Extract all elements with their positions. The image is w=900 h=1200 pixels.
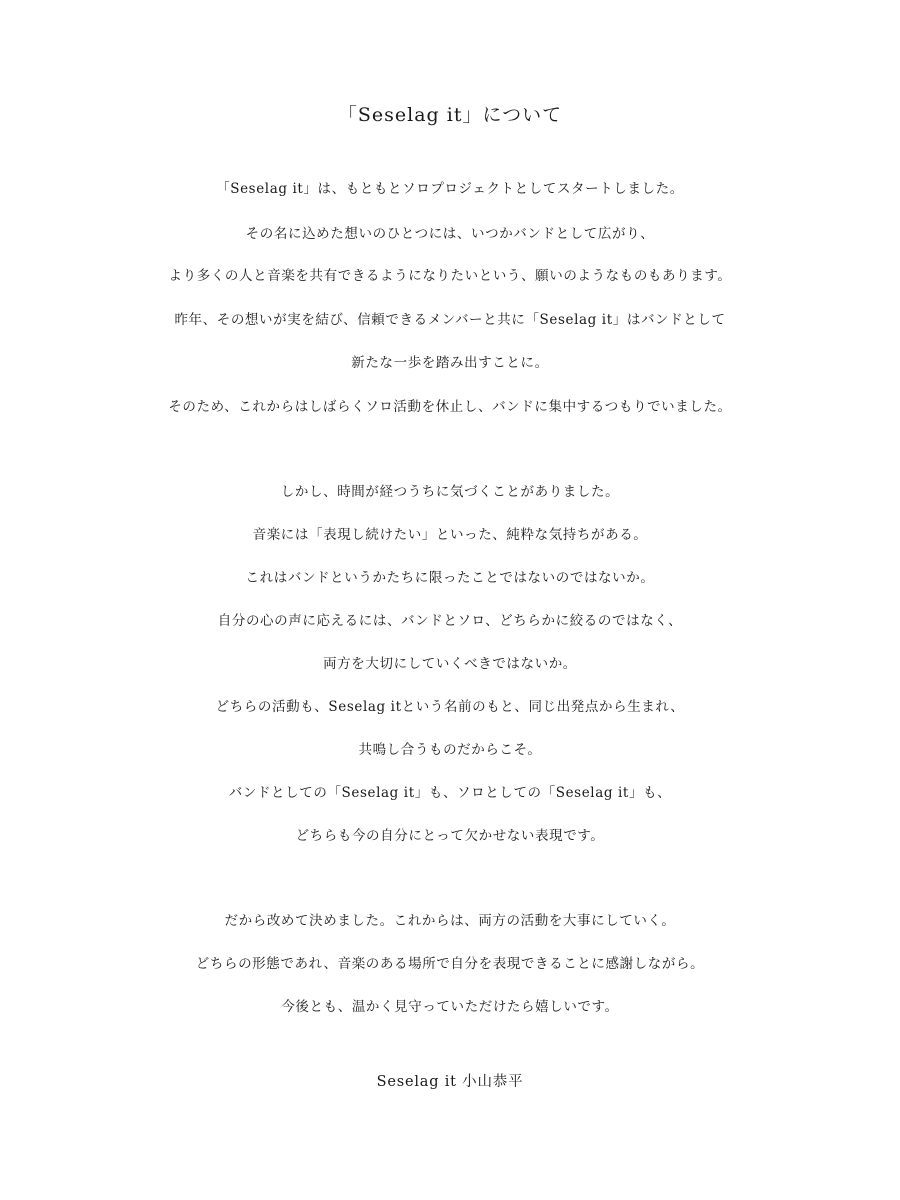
page-title: 「Seselag it」について (337, 104, 563, 126)
signature: Seselag it 小山恭平 (376, 1074, 524, 1090)
paragraph-3-line-2: どちらの形態であれ、音楽のある場所で自分を表現できることに感謝しながら。 (195, 956, 705, 972)
paragraph-1-line-1: 「Seselag it」は、もともとソロプロジェクトとしてスタートしました。 (216, 181, 684, 197)
paragraph-2-line-1: しかし、時間が経つうちに気づくことがありました。 (280, 484, 620, 500)
paragraph-2-line-8: バンドとしての「Seselag it」も、ソロとしての「Seselag it」も、 (228, 785, 672, 801)
paragraph-1-line-2: その名に込めた想いのひとつには、いつかバンドとして広がり、 (245, 226, 655, 242)
paragraph-2-line-5: 両方を大切にしていくべきではないか。 (323, 656, 577, 672)
paragraph-1-line-6: そのため、これからはしばらくソロ活動を休止し、バンドに集中するつもりでいました。 (168, 399, 732, 415)
paragraph-2-line-3: これはバンドというかたちに限ったことではないのではないか。 (245, 570, 655, 586)
paragraph-1-line-3: より多くの人と音楽を共有できるようになりたいという、願いのようなものもあります。 (168, 268, 732, 284)
paragraph-1-line-5: 新たな一歩を踏み出すことに。 (351, 355, 549, 371)
paragraph-2-line-7: 共鳴し合うものだからこそ。 (358, 742, 542, 758)
paragraph-2-line-2: 音楽には「表現し続けたい」といった、純粋な気持ちがある。 (252, 527, 648, 543)
paragraph-2-line-9: どちらも今の自分にとって欠かせない表現です。 (295, 828, 605, 844)
paragraph-2-line-4: 自分の心の声に応えるには、バンドとソロ、どちらかに絞るのではなく、 (217, 613, 683, 629)
paragraph-1-line-4: 昨年、その想いが実を結び、信頼できるメンバーと共に「Seselag it」はバンドとして (174, 312, 726, 328)
paragraph-3-line-1: だから改めて決めました。これからは、両方の活動を大事にしていく。 (224, 913, 676, 929)
paragraph-3-line-3: 今後とも、温かく見守っていただけたら嬉しいです。 (281, 999, 619, 1015)
paragraph-2-line-6: どちらの活動も、Seselag itという名前のもと、同じ出発点から生まれ、 (215, 699, 685, 715)
